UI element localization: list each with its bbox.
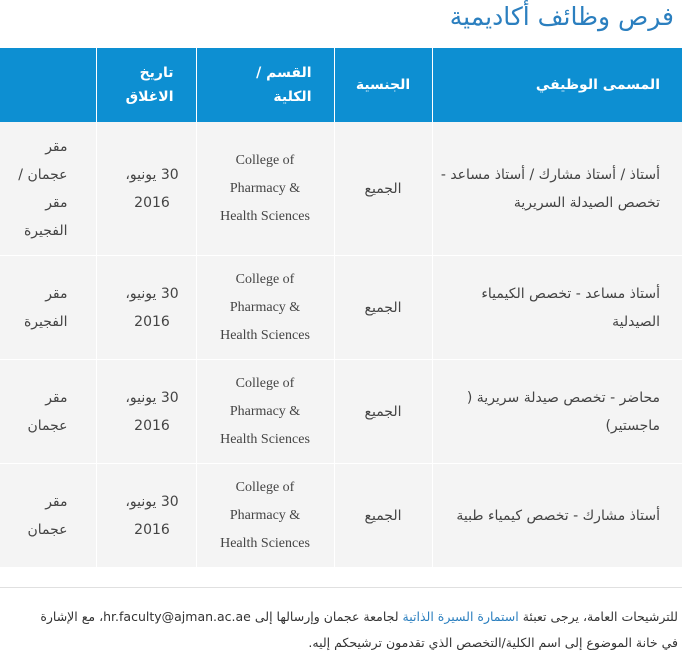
department-cell: College of Pharmacy & Health Sciences [196,122,334,256]
nationality-cell: الجميع [334,360,432,464]
note-text: للترشيحات العامة، يرجى تعبئة [522,609,678,624]
cv-form-link[interactable]: استمارة السيرة الذاتية [402,609,519,624]
job-title-link[interactable]: أستاذ مساعد - تخصص الكيمياء الصيدلية [432,256,682,360]
nationality-cell: الجميع [334,256,432,360]
header-job-title: المسمى الوظيفي [432,48,682,122]
nationality-cell: الجميع [334,122,432,256]
note-text: ، مع الإشارة [40,609,104,624]
closing-date-cell: 30 يونيو، 2016 [96,360,196,464]
location-cell: مقر عجمان [0,464,96,568]
table-row [0,464,682,568]
note-text: لجامعة عجمان وإرسالها إلى [254,609,399,624]
job-title-link[interactable]: أستاذ / أستاذ مشارك / أستاذ مساعد - تخصص الصيدلة السريرية [432,122,682,256]
location-cell: مقر عجمان [0,360,96,464]
department-cell: College of Pharmacy & Health Sciences [196,256,334,360]
closing-date-cell: 30 يونيو، 2016 [96,256,196,360]
page-title: فرص وظائف أكاديمية [449,2,674,31]
department-cell: College of Pharmacy & Health Sciences [196,464,334,568]
closing-date-cell: 30 يونيو، 2016 [96,122,196,256]
note-line-1 [0,604,678,630]
general-nominations-note [0,604,678,656]
location-cell: مقر عجمان / مقر الفجيرة [0,122,96,256]
divider [0,587,682,588]
note-line-2: في خانة الموضوع إلى اسم الكلية/التخصص الذي تقدمون ترشيحكم إليه. [308,635,678,650]
table-row [0,256,682,360]
closing-date-cell: 30 يونيو، 2016 [96,464,196,568]
department-cell: College of Pharmacy & Health Sciences [196,360,334,464]
table-row [0,360,682,464]
header-location [0,48,96,122]
jobs-table [0,48,682,568]
table-row [0,122,682,256]
job-title-link[interactable]: محاضر - تخصص صيدلة سريرية ( ماجستير) [432,360,682,464]
table-header-row [0,48,682,122]
header-closing-date: تاريخ الاغلاق [96,48,196,122]
header-department: القسم / الكلية [196,48,334,122]
job-title-link[interactable]: أستاذ مشارك - تخصص كيمياء طبية [432,464,682,568]
location-cell: مقر الفجيرة [0,256,96,360]
email-link[interactable]: hr.faculty@ajman.ac.ae [103,609,251,624]
nationality-cell: الجميع [334,464,432,568]
header-nationality: الجنسية [334,48,432,122]
